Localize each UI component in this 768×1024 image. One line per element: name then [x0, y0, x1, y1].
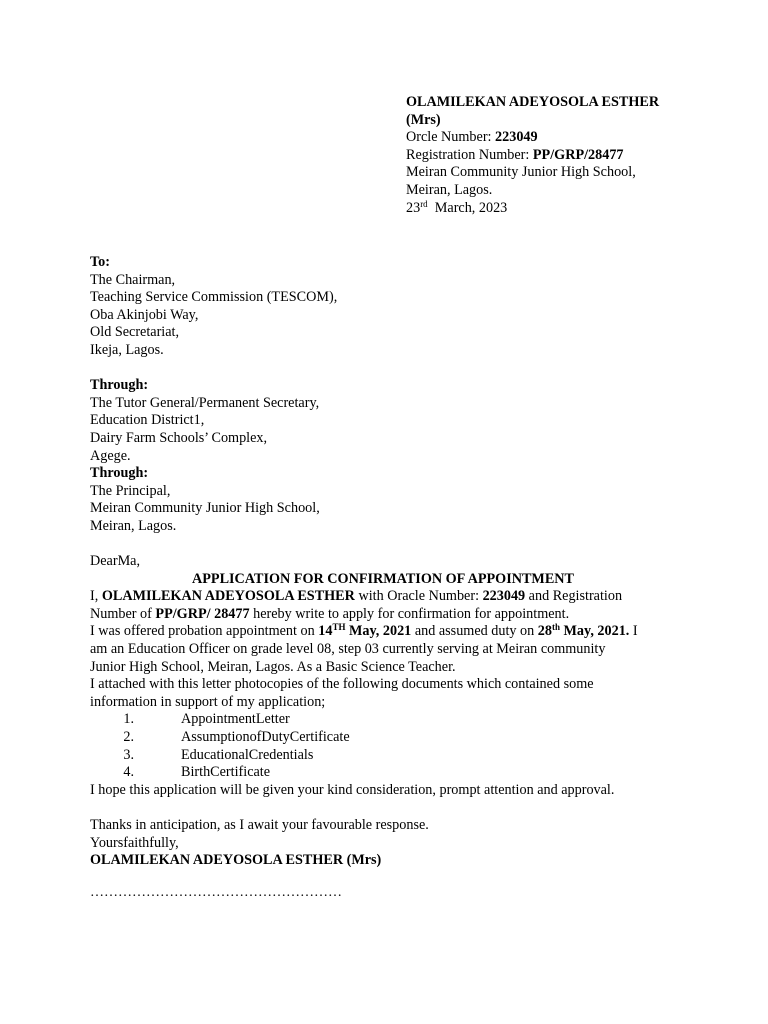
date-month-year: May, 2021. [559, 623, 630, 640]
oracle-label: Orcle Number: [406, 129, 496, 146]
list-item [90, 764, 690, 782]
through-heading-text: Through: [90, 465, 149, 482]
paragraph-line [90, 606, 690, 624]
text-run: and Registration [525, 588, 623, 605]
spacer [90, 799, 690, 817]
sender-title-text: (Mrs) [406, 111, 441, 128]
text-run: hereby write to apply for confirmation for appointment. [249, 605, 570, 622]
registration-label: Registration Number: [406, 146, 533, 163]
to-line: Old Secretariat, [90, 324, 180, 341]
list-item [90, 711, 690, 729]
sender-oracle-number [406, 129, 736, 147]
date-day: 23 [406, 199, 421, 216]
sender-title [406, 112, 736, 130]
subject-heading: APPLICATION FOR CONFIRMATION OF APPOINTMENT [191, 570, 574, 587]
through-heading [90, 377, 690, 395]
sender-location: Meiran, Lagos. [406, 181, 493, 198]
sender-name [406, 94, 736, 112]
registration-value: PP/GRP/28477 [532, 146, 624, 163]
paragraph-line [90, 623, 690, 641]
through-heading-text: Through: [90, 377, 149, 394]
signature-name [90, 852, 690, 870]
through-line: The Principal, [90, 482, 171, 499]
through-heading [90, 465, 690, 483]
paragraph-line: am an Education Officer on grade level 08, step 03 currently serving at Meiran community [90, 641, 606, 658]
list-number: 3. [123, 746, 134, 763]
to-line: Ikeja, Lagos. [90, 341, 164, 358]
date-suffix: rd [420, 198, 428, 209]
date-suffix: th [551, 622, 560, 633]
through-line: Education District1, [90, 412, 205, 429]
text-run: with Oracle Number: [354, 588, 483, 605]
list-item [90, 747, 690, 765]
list-text: BirthCertificate [181, 764, 271, 781]
to-line: Oba Akinjobi Way, [90, 306, 199, 323]
text-run: I was offered probation appointment on [90, 623, 319, 640]
text-run: and assumed duty on [411, 623, 538, 640]
date-suffix: TH [332, 622, 346, 633]
oracle-value: 223049 [482, 588, 526, 605]
applicant-name: OLAMILEKAN ADEYOSOLA ESTHER [101, 588, 355, 605]
sign-off: Yoursfaithfully, [90, 834, 179, 851]
text-run: Number of [90, 605, 156, 622]
through-line: Meiran, Lagos. [90, 517, 177, 534]
paragraph-line [90, 588, 690, 606]
paragraph-line: Junior High School, Meiran, Lagos. As a Basic Science Teacher. [90, 658, 456, 675]
through-line: Meiran Community Junior High School, [90, 500, 320, 517]
through-line: The Tutor General/Permanent Secretary, [90, 394, 320, 411]
sender-name-text: OLAMILEKAN ADEYOSOLA ESTHER [406, 94, 660, 110]
signature-line: ……………………………………………… [90, 884, 342, 900]
paragraph-line: information in support of my application; [90, 693, 326, 710]
through-line: Agege. [90, 447, 131, 464]
letter-date [406, 200, 736, 218]
list-item [90, 729, 690, 747]
paragraph-line: I attached with this letter photocopies of the following documents which contained some [90, 676, 594, 693]
list-number: 2. [123, 729, 134, 746]
sender-registration-number [406, 147, 736, 165]
letter-body [90, 254, 690, 901]
list-number: 1. [123, 711, 134, 728]
to-heading-text: To: [90, 254, 110, 270]
text-run: I, [90, 588, 102, 605]
spacer [90, 536, 690, 554]
sender-school: Meiran Community Junior High School, [406, 164, 636, 181]
date-month-year: March, 2023 [427, 199, 508, 216]
registration-value: PP/GRP/ 28477 [155, 605, 250, 622]
salutation: DearMa, [90, 553, 141, 570]
to-line: The Chairman, [90, 271, 176, 288]
list-text: AssumptionofDutyCertificate [181, 729, 350, 746]
text-run: I [629, 623, 638, 640]
appointment-date [318, 623, 411, 639]
list-text: AppointmentLetter [181, 711, 290, 728]
signature-name-text: OLAMILEKAN ADEYOSOLA ESTHER (Mrs) [90, 852, 382, 869]
date-day: 14 [318, 623, 333, 640]
to-heading [90, 254, 690, 272]
date-day: 28 [537, 623, 552, 640]
date-month-year: May, 2021 [345, 623, 412, 640]
closing-thanks: Thanks in anticipation, as I await your favourable response. [90, 817, 429, 833]
to-line: Teaching Service Commission (TESCOM), [90, 289, 338, 306]
duty-date [538, 623, 630, 639]
oracle-value: 223049 [495, 129, 538, 146]
through-line: Dairy Farm Schools’ Complex, [90, 429, 268, 446]
paragraph-line: I hope this application will be given your kind consideration, prompt attention and approval. [90, 781, 615, 798]
spacer [90, 360, 690, 378]
list-number: 4. [123, 764, 134, 781]
list-text: EducationalCredentials [181, 746, 314, 763]
sender-address-block [406, 94, 736, 217]
